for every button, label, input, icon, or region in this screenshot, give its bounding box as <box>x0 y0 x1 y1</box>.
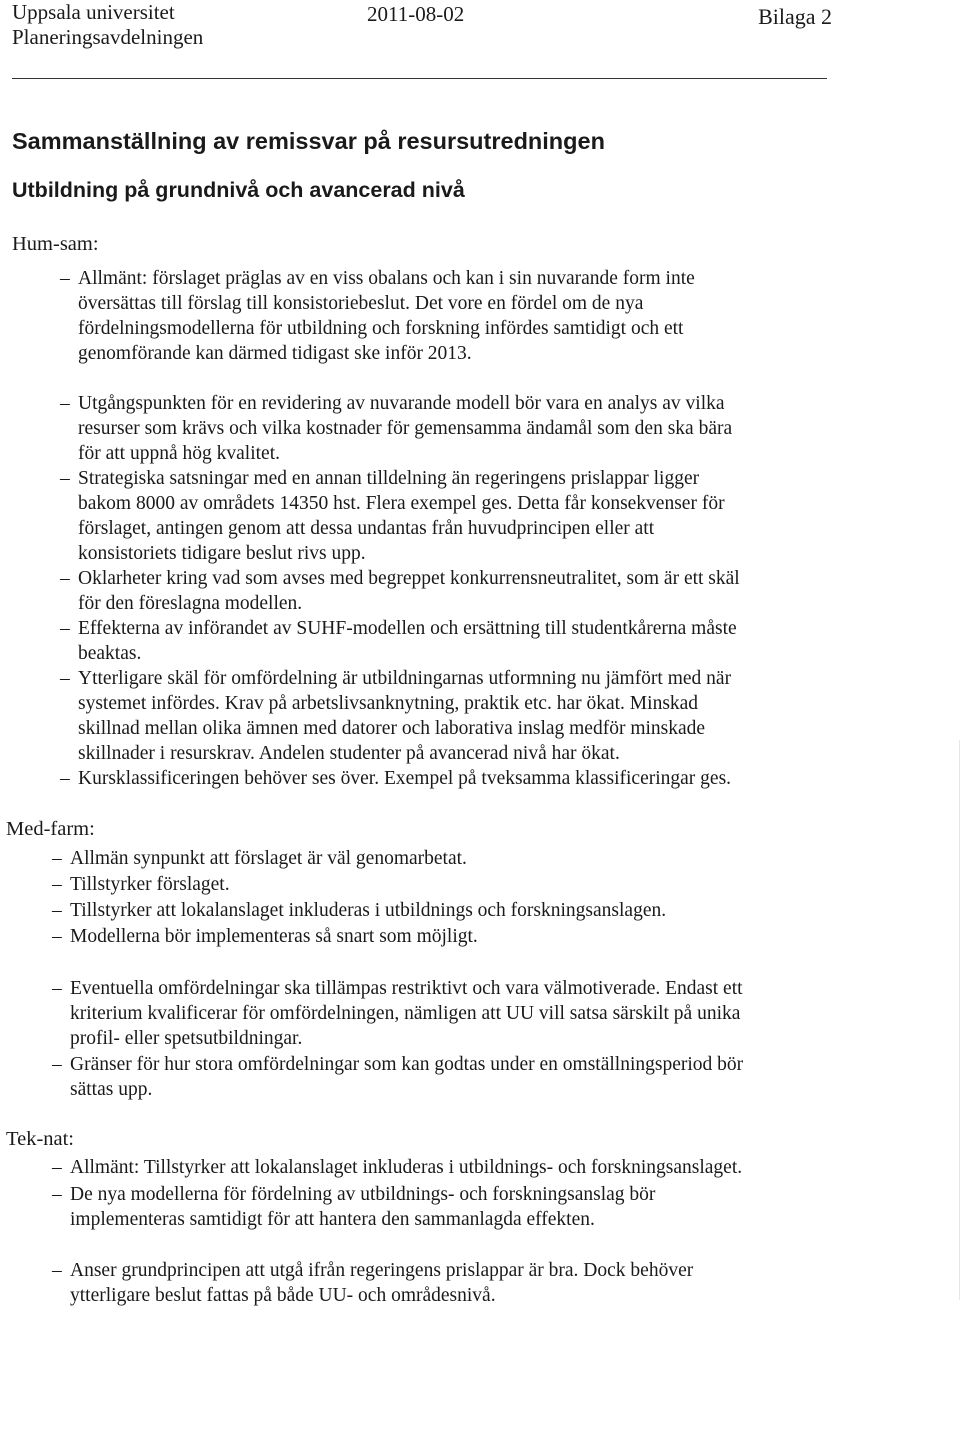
bullet-dash: – <box>52 1184 62 1205</box>
bullet-dash: – <box>60 768 70 789</box>
item-text-line: översättas till förslag till konsistoriebeslut. Det vore en fördel om de nya <box>78 293 644 314</box>
section-label-tek-nat: Tek-nat: <box>6 1128 75 1150</box>
attachment-label: Bilaga 2 <box>758 4 832 29</box>
list-item <box>52 1182 656 1232</box>
list-item <box>60 266 695 366</box>
item-text-line: fördelningsmodellerna för utbildning och forskning infördes samtidigt och ett <box>78 318 684 339</box>
item-text-line: Kursklassificeringen behöver ses över. Exempel på tveksamma klassificeringar ges. <box>78 768 732 789</box>
item-text-line: sättas upp. <box>70 1079 153 1100</box>
item-text-line: Eventuella omfördelningar ska tillämpas restriktivt och vara välmotiverade. Endast ett <box>70 978 743 999</box>
item-text-line: för den föreslagna modellen. <box>78 593 303 614</box>
document-header <box>12 0 960 60</box>
item-text-line: för att uppnå hög kvalitet. <box>78 443 280 464</box>
bullet-dash: – <box>52 1260 62 1281</box>
bullet-dash: – <box>60 568 70 589</box>
organization-name: Uppsala universitet <box>12 0 175 24</box>
department-name: Planeringsavdelningen <box>12 25 204 49</box>
document-date: 2011-08-02 <box>367 2 465 26</box>
item-text-line: Gränser för hur stora omfördelningar som kan godtas under en omställningsperiod bör <box>70 1054 744 1075</box>
list-item <box>60 766 732 791</box>
header-divider <box>12 78 827 79</box>
bullet-dash: – <box>60 618 70 639</box>
document-subtitle: Utbildning på grundnivå och avancerad nivå <box>12 178 465 202</box>
list-item <box>60 566 740 616</box>
item-text-line: bakom 8000 av områdets 14350 hst. Flera exempel ges. Detta får konsekvenser för <box>78 493 725 514</box>
list-item <box>52 976 743 1051</box>
item-text-line: resurser som krävs och vilka kostnader för gemensamma ändamål som den ska bära <box>78 418 733 439</box>
item-text-line: Ytterligare skäl för omfördelning är utbildningarnas utformning nu jämfört med när <box>78 668 732 689</box>
item-text-line: Modellerna bör implementeras så snart som möjligt. <box>70 926 478 947</box>
item-text-line: Allmänt: förslaget präglas av en viss obalans och kan i sin nuvarande form inte <box>78 268 695 289</box>
list-item <box>52 898 667 923</box>
item-text-line: Tillstyrker förslaget. <box>70 874 230 895</box>
bullet-dash: – <box>60 393 70 414</box>
item-text-line: Utgångspunkten för en revidering av nuvarande modell bör vara en analys av vilka <box>78 393 725 414</box>
bullet-dash: – <box>52 978 62 999</box>
bullet-dash: – <box>52 1054 62 1075</box>
bullet-dash: – <box>52 900 62 921</box>
bullet-dash: – <box>52 926 62 947</box>
list-item <box>60 666 732 766</box>
document-title: Sammanställning av remissvar på resursutredningen <box>12 128 605 154</box>
item-text-line: beaktas. <box>78 643 142 664</box>
item-text-line: Effekterna av införandet av SUHF-modellen och ersättning till studentkårerna måste <box>78 618 737 639</box>
item-text-line: Strategiska satsningar med en annan tilldelning än regeringens prislappar ligger <box>78 468 700 489</box>
item-text-line: genomförande kan därmed tidigast ske inför 2013. <box>78 343 472 364</box>
item-text-line: Allmän synpunkt att förslaget är väl genomarbetat. <box>70 848 467 869</box>
item-text-line: konsistoriets tidigare beslut rivs upp. <box>78 543 366 564</box>
item-text-line: skillnad mellan olika ämnen med datorer och laborativa inslag medför minskade <box>78 718 706 739</box>
list-item <box>52 924 478 949</box>
item-text-line: förslaget, antingen genom att dessa undantas från huvudprincipen eller att <box>78 518 655 539</box>
item-text-line: skillnader i resurskrav. Andelen studenter på avancerad nivå har ökat. <box>78 743 620 764</box>
item-text-line: De nya modellerna för fördelning av utbildnings- och forskningsanslag bör <box>70 1184 656 1205</box>
item-text-line: systemet infördes. Krav på arbetslivsanknytning, praktik etc. har ökat. Minskad <box>78 693 699 714</box>
bullet-dash: – <box>60 668 70 689</box>
item-text-line: implementeras samtidigt för att hantera den sammanlagda effekten. <box>70 1209 595 1230</box>
list-item <box>52 1052 744 1102</box>
list-item <box>60 466 725 566</box>
item-text-line: Anser grundprincipen att utgå ifrån regeringens prislappar är bra. Dock behöver <box>70 1260 694 1281</box>
list-item <box>60 391 733 466</box>
bullet-dash: – <box>52 848 62 869</box>
list-item <box>52 1155 743 1180</box>
section-label-med-farm: Med-farm: <box>6 818 95 840</box>
item-text-line: ytterligare beslut fattas på både UU- och områdesnivå. <box>70 1285 496 1306</box>
list-item <box>60 616 737 666</box>
organization-block <box>12 0 203 50</box>
bullet-dash: – <box>60 268 70 289</box>
bullet-dash: – <box>60 468 70 489</box>
item-text-line: kriterium kvalificerar för omfördelningen, nämligen att UU vill satsa särskilt på unika <box>70 1003 741 1024</box>
bullet-dash: – <box>52 874 62 895</box>
item-text-line: Tillstyrker att lokalanslaget inkluderas i utbildnings och forskningsanslagen. <box>70 900 667 921</box>
list-item <box>52 1258 694 1308</box>
list-item <box>52 872 230 897</box>
list-item <box>52 846 467 871</box>
item-text-line: profil- eller spetsutbildningar. <box>70 1028 303 1049</box>
bullet-dash: – <box>52 1157 62 1178</box>
item-text-line: Oklarheter kring vad som avses med begreppet konkurrensneutralitet, som är ett skäl <box>78 568 740 589</box>
item-text-line: Allmänt: Tillstyrker att lokalanslaget inkluderas i utbildnings- och forskningsanslaget. <box>70 1157 743 1178</box>
section-label-hum-sam: Hum-sam: <box>12 233 99 255</box>
